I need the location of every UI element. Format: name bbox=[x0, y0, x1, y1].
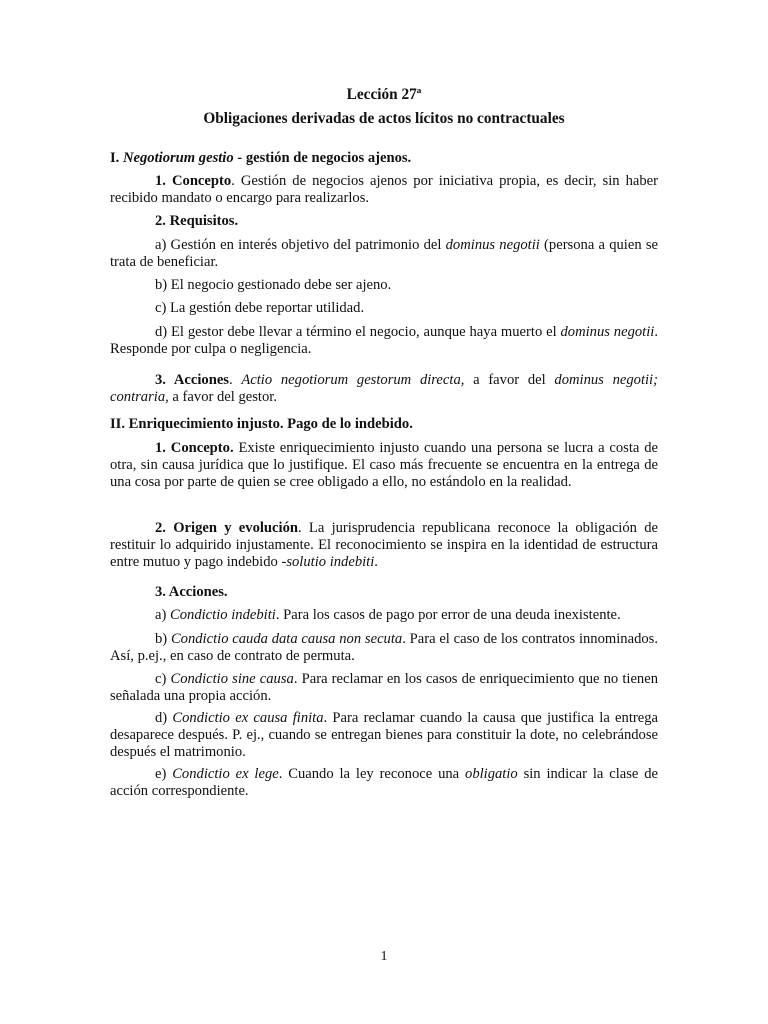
concepto-label: 1. Concepto bbox=[155, 173, 232, 189]
acciones-label: 3. Acciones bbox=[155, 372, 229, 388]
accion-e-text-end: sin indicar la clase de acción correspondiente. bbox=[110, 766, 659, 799]
section-1-concepto bbox=[110, 173, 658, 207]
accion-b-text: . Para el caso de los contratos innominados. Así, p.ej., en caso de contrato de permuta. bbox=[110, 631, 658, 664]
requisito-c: c) La gestión debe reportar utilidad. bbox=[155, 300, 365, 316]
requisito-d-text: d) El gestor debe llevar a término el negocio, aunque haya muerto el bbox=[155, 324, 561, 340]
accion-d-italic: Condictio ex causa finita bbox=[172, 710, 324, 726]
accion-c bbox=[110, 671, 658, 705]
section-2-origen bbox=[110, 520, 658, 571]
lesson-subtitle: Obligaciones derivadas de actos lícitos no contractuales bbox=[203, 110, 565, 127]
accion-b-italic: Condictio cauda data causa non secuta bbox=[170, 631, 403, 647]
section-1-requisitos-heading: 2. Requisitos. bbox=[155, 213, 239, 229]
requisito-a-italic: dominus negotii bbox=[445, 237, 540, 253]
origen-end: . bbox=[374, 554, 378, 570]
requisito-a-text: a) Gestión en interés objetivo del patrimonio del bbox=[155, 237, 446, 253]
accion-a-letter: a) bbox=[155, 607, 170, 623]
accion-d-letter: d) bbox=[155, 710, 173, 726]
section-1-heading-rest: - gestión de negocios ajenos. bbox=[233, 150, 412, 166]
accion-c-italic: Condictio sine causa bbox=[170, 671, 294, 687]
acciones-text-2: a favor del bbox=[464, 372, 555, 388]
concepto-2-text: Existe enriquecimiento injusto cuando una persona se lucra a costa de otra, sin causa jurídica que lo justifique. El caso más frecuente se encuentra en la entrega de una cosa por parte de quien se cree obligado a ello, no estándolo en la realidad. bbox=[110, 440, 658, 490]
requisito-d bbox=[110, 324, 658, 358]
section-1-acciones bbox=[110, 372, 658, 406]
accion-e-italic: Condictio ex lege bbox=[172, 766, 279, 782]
section-2-heading: II. Enriquecimiento injusto. Pago de lo indebido. bbox=[110, 416, 413, 432]
acciones-italic-2: dominus negotii; contraria, bbox=[110, 372, 658, 405]
accion-b-letter: b) bbox=[155, 631, 171, 647]
page-number: 1 bbox=[380, 949, 388, 964]
accion-d bbox=[110, 710, 658, 761]
document-page bbox=[110, 0, 658, 1024]
requisito-a-text-end: (persona a quien se trata de beneficiar. bbox=[110, 237, 658, 270]
accion-e-text: . Cuando la ley reconoce una bbox=[278, 766, 466, 782]
lesson-title: Lección 27ª bbox=[346, 86, 422, 103]
section-1-heading bbox=[110, 150, 658, 167]
origen-text: . La jurisprudencia republicana reconoce la obligación de restituir lo adquirido injustamente. El reconocimiento se inspira en la identidad de estructura entre mutuo y pago indebido - bbox=[110, 520, 658, 570]
origen-italic: solutio indebiti bbox=[286, 554, 375, 570]
requisito-a bbox=[110, 237, 658, 271]
accion-a-italic: Condictio indebiti bbox=[170, 607, 276, 623]
acciones-text-3: a favor del gestor. bbox=[168, 389, 277, 405]
acciones-italic-1: Actio negotiorum gestorum directa, bbox=[241, 372, 465, 388]
accion-e bbox=[110, 766, 658, 800]
origen-label: 2. Origen y evolución bbox=[155, 520, 298, 536]
concepto-text: . Gestión de negocios ajenos por iniciativa propia, es decir, sin haber recibido mandato o encargo para realizarlos. bbox=[110, 173, 659, 206]
requisito-d-italic: dominus negotii bbox=[560, 324, 655, 340]
concepto-2-label: 1. Concepto. bbox=[155, 440, 234, 456]
acciones-sep: . bbox=[228, 372, 242, 388]
accion-c-text: . Para reclamar en los casos de enriquecimiento que no tienen señalada una propia acción. bbox=[110, 671, 659, 704]
accion-a-text: . Para los casos de pago por error de una deuda inexistente. bbox=[275, 607, 621, 623]
section-1-number: I. bbox=[110, 150, 123, 166]
requisito-d-text-end: . Responde por culpa o negligencia. bbox=[110, 324, 658, 357]
accion-a bbox=[110, 607, 658, 624]
accion-b bbox=[110, 631, 658, 665]
accion-e-italic-2: obligatio bbox=[465, 766, 518, 782]
section-1-italic-term: Negotiorum gestio bbox=[122, 150, 234, 166]
section-2-acciones-heading: 3. Acciones. bbox=[155, 584, 228, 600]
accion-c-letter: c) bbox=[155, 671, 171, 687]
requisito-b: b) El negocio gestionado debe ser ajeno. bbox=[155, 277, 392, 293]
accion-e-letter: e) bbox=[155, 766, 173, 782]
accion-d-text: . Para reclamar cuando la causa que justifica la entrega desaparece después. P. ej., cuando se entregan bienes para constituir la dote, no celebrándose después el matrimonio. bbox=[110, 710, 658, 760]
section-2-concepto bbox=[110, 440, 658, 491]
